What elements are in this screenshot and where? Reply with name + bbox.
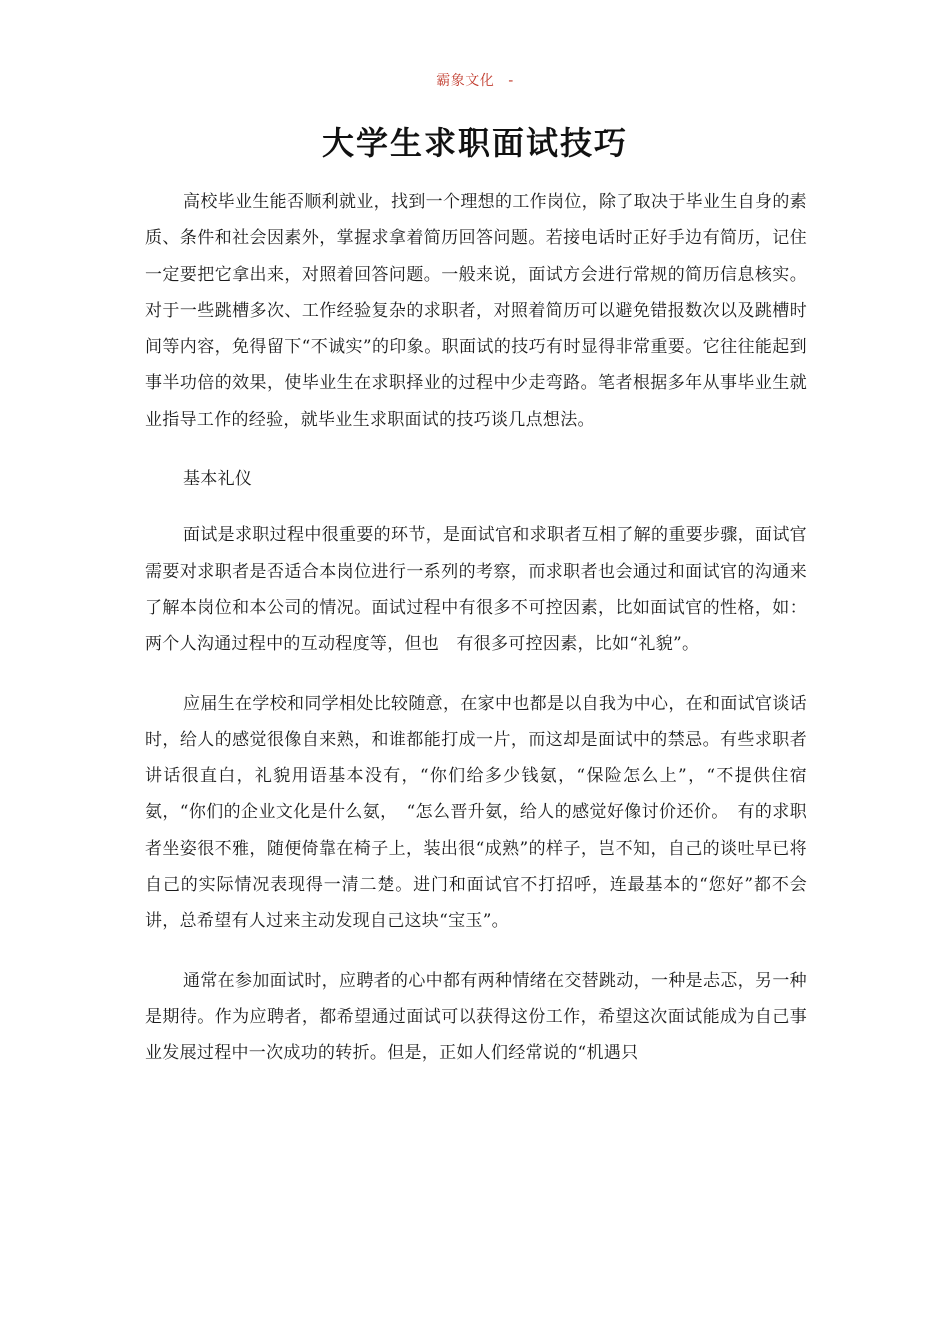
- paragraph-interview-importance: 面试是求职过程中很重要的环节，是面试官和求职者互相了解的重要步骤，面试官需要对求职者是否适合本岗位进行一系列的考察，而求职者也会通过和面试官的沟通来了解本岗位和本公司的情况。面试过程中有很多不可控因素，比如面试官的性格，如：两个人沟通过程中的互动程度等，但也 有很多可控因素，比如“礼貌”。: [145, 525, 807, 655]
- document-body: [145, 184, 807, 1095]
- paragraph-interview-emotions: 通常在参加面试时，应聘者的心中都有两种情绪在交替跳动，一种是忐忑，另一种是期待。作为应聘者，都希望通过面试可以获得这份工作，希望这次面试能成为自己事业发展过程中一次成功的转折。但是，正如人们经常说的“机遇只: [145, 970, 807, 1064]
- paragraph-graduate-manners: 应届生在学校和同学相处比较随意，在家中也都是以自我为中心，在和面试官谈话时，给人的感觉很像自来熟，和谁都能打成一片，而这却是面试中的禁忌。有些求职者讲话很直白，礼貌用语基本没有，“你们给多少钱氨，“保险怎么上”，“不提供住宿氨，“你们的企业文化是什么氨， “怎么晋升氨，给人的感觉好像讨价还价。 有的求职者坐姿很不雅，随便倚靠在椅子上，装出很“成熟”的样子，岂不知，自己的谈吐早已将自己的实际情况表现得一清二楚。进门和面试官不打招呼，连最基本的“您好”都不会讲，总希望有人过来主动发现自己这块“宝玉”。: [145, 693, 807, 932]
- page-header: [0, 70, 950, 90]
- paragraph-intro: 高校毕业生能否顺利就业，找到一个理想的工作岗位，除了取决于毕业生自身的素质、条件和社会因素外，掌握求拿着简历回答问题。若接电话时正好手边有简历，记住一定要把它拿出来，对照着回答问题。一般来说，面试方会进行常规的简历信息核实。对于一些跳槽多次、工作经验复杂的求职者，对照着简历可以避免错报数次以及跳槽时间等内容，免得留下“不诚实”的印象。职面试的技巧有时显得非常重要。它往往能起到事半功倍的效果，使毕业生在求职择业的过程中少走弯路。笔者根据多年从事毕业生就业指导工作的经验，就毕业生求职面试的技巧谈几点想法。: [145, 192, 807, 430]
- document-title: 大学生求职面试技巧: [321, 124, 628, 162]
- header-brand: 霸象文化: [436, 73, 495, 89]
- section-heading-basic-etiquette: 基本礼仪: [183, 469, 253, 490]
- header-separator: -: [508, 73, 514, 89]
